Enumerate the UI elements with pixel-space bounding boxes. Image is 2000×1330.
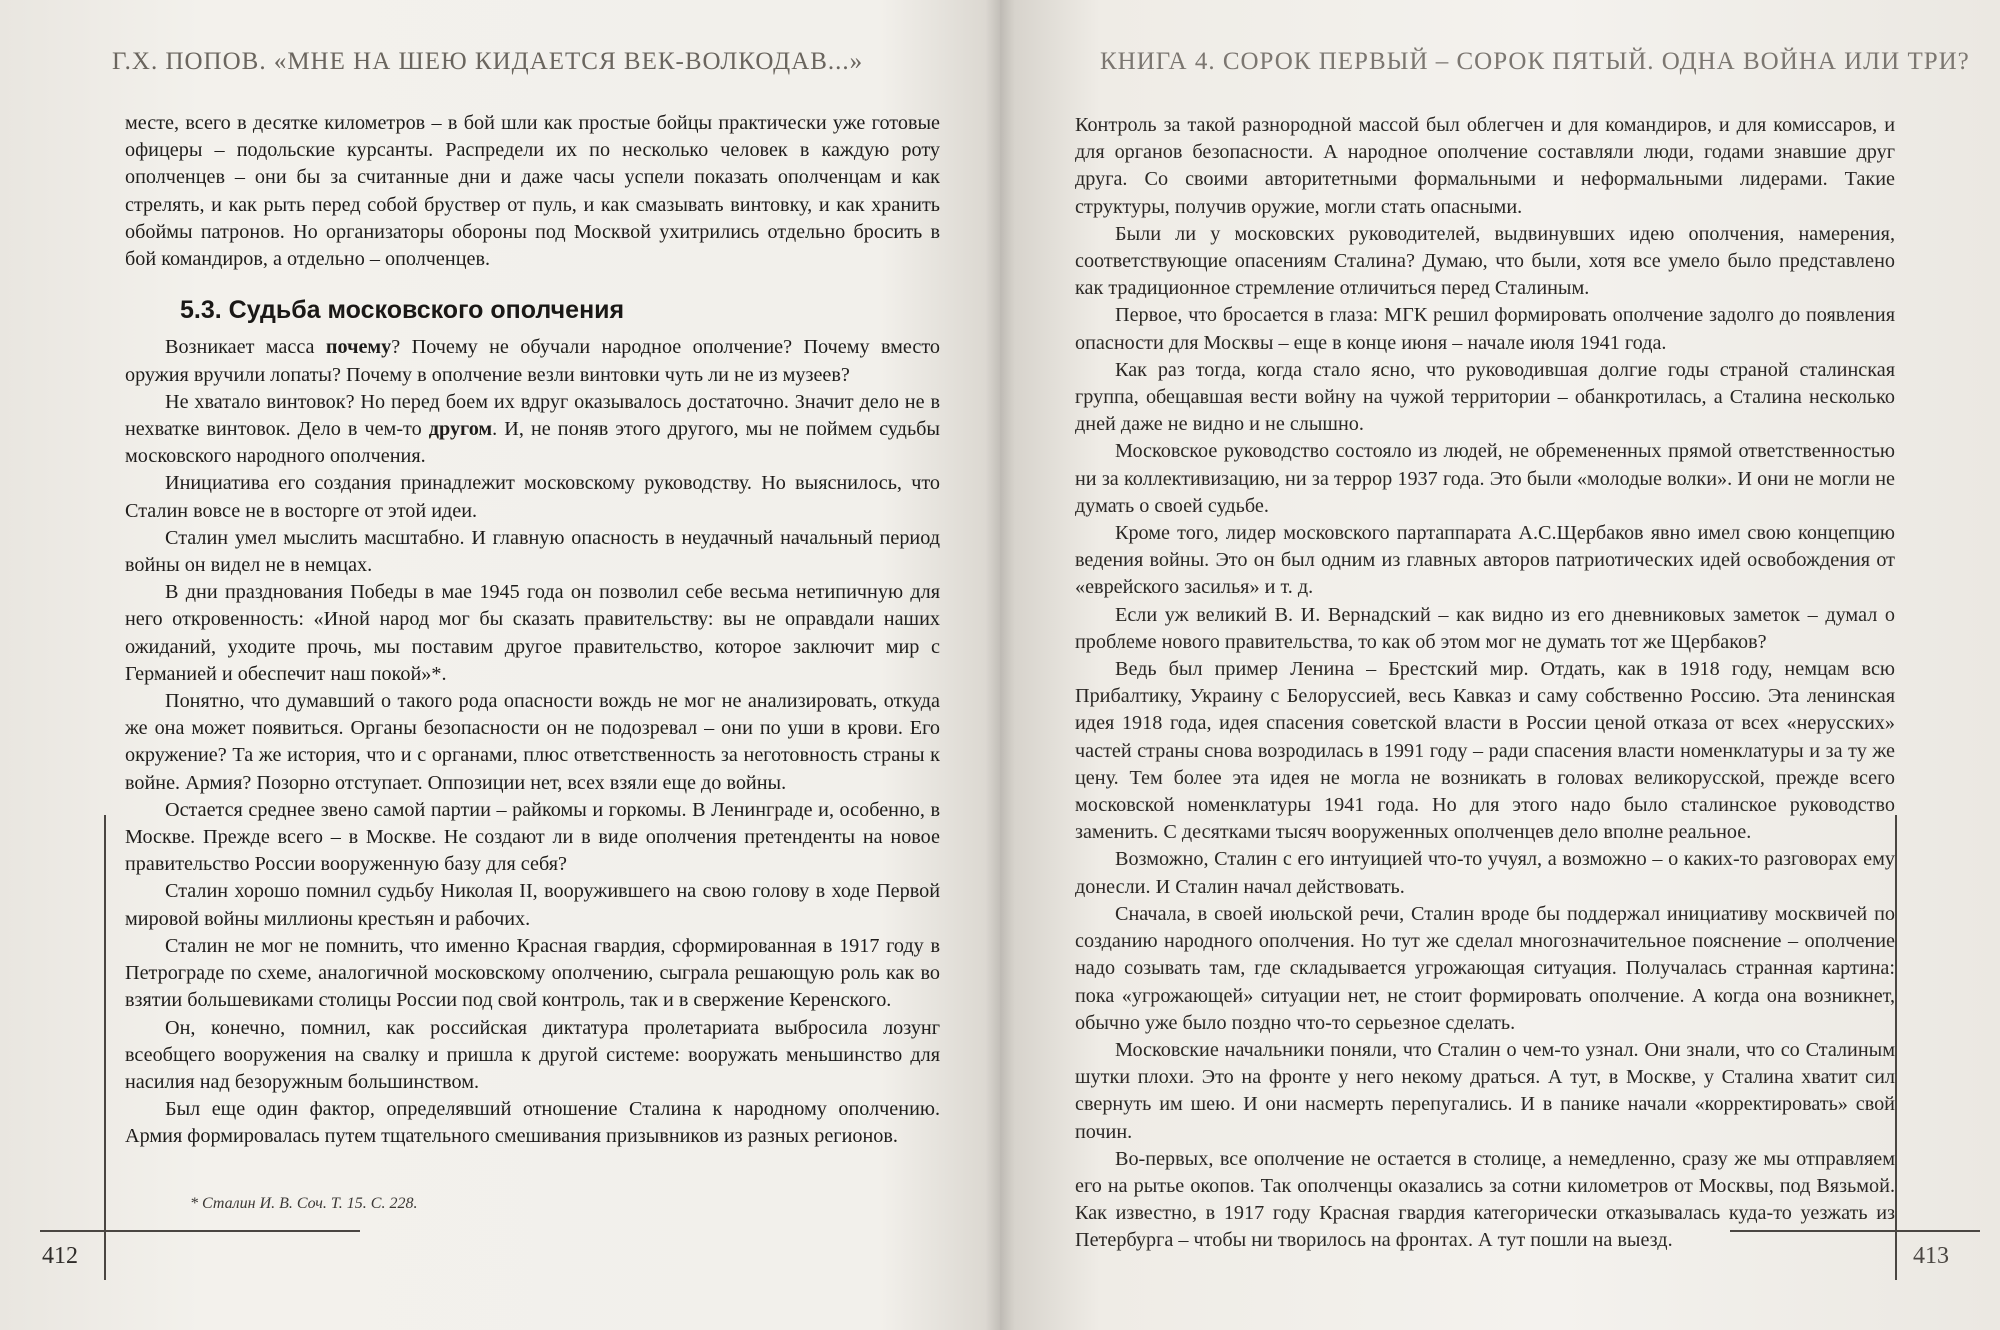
paragraph: Не хватало винтовок? Но перед боем их вдруг оказывалось достаточно. Значит дело не в нехватке винтовок. Дело в чем-то другом. И, не поняв этого другого, мы не поймем судьбы московского народного ополчения.: [125, 390, 940, 468]
section-heading: 5.3. Судьба московского ополчения: [180, 296, 625, 325]
paragraph: Сталин хорошо помнил судьбу Николая II, вооружившего на свою голову в ходе Первой мировой войны миллионы крестьян и рабочих.: [125, 880, 940, 930]
book-gutter: [985, 0, 1015, 1330]
decorative-rule-horizontal: [40, 1230, 360, 1232]
paragraph: Во-первых, все ополчение не остается в столице, а немедленно, сразу же мы отправляем его на рытье окопов. Так ополченцы оказались за сотни километров от Москвы, под Вязьмой. Как известно, в 1917 году Красная гвардия категорически отказывалась куда-то уезжать из Петербурга – чтобы ни творилось на фронтах. А тут пошли на выезд.: [1075, 1147, 1895, 1252]
paragraph: Как раз тогда, когда стало ясно, что руководившая долгие годы страной сталинская группа, обещавшая вести войну на чужой территории – обанкротилась, а Сталина несколько дней даже не видно и не слышно.: [1075, 358, 1895, 436]
paragraph: В дни празднования Победы в мае 1945 года он позволил себе весьма нетипичную для него откровенность: «Иной народ мог бы сказать правительству: вы не оправдали наших ожиданий, уходите прочь, мы поставим другое правительство, которое заключит мир с Германией и обеспечит наш покой»*.: [125, 581, 940, 685]
right-page-body: [1075, 112, 1895, 1255]
paragraph: Он, конечно, помнил, как российская диктатура пролетариата выбросила лозунг всеобщего вооружения на свалку и пришла к другой системе: вооружать меньшинство для насилия над безоружным большинством.: [125, 1016, 940, 1093]
emphasis-word: почему: [325, 336, 392, 359]
paragraph: Инициатива его создания принадлежит московскому руководству. Но выяснилось, что Сталин вовсе не в восторге от этой идеи.: [125, 472, 940, 522]
paragraph: Контроль за такой разнородной массой был облегчен и для командиров, и для комиссаров, и для органов безопасности. А народное ополчение составляли люди, годами знавшие друг друга. Со своими авторитетными формальными и неформальными лидерами. Такие структуры, получив оружие, могли стать опасными.: [1075, 114, 1895, 218]
running-head-right: КНИГА 4. СОРОК ПЕРВЫЙ – СОРОК ПЯТЫЙ. ОДНА ВОЙНА ИЛИ ТРИ?: [1100, 48, 1970, 75]
paragraph: Московские начальники поняли, что Сталин о чем-то узнал. Они знали, что со Сталиным шутки плохи. Это на фронте у него некому драться. А тут, в Москве, у Сталина хватит сил свернуть им шею. И они насмерть перепугались. И в панике начали «корректировать» свой почин.: [1075, 1038, 1895, 1143]
paragraph: Возможно, Сталин с его интуицией что-то учуял, а возможно – о каких-то разговорах ему донесли. И Сталин начал действовать.: [1075, 848, 1895, 898]
paragraph: Сначала, в своей июльской речи, Сталин вроде бы поддержал инициативу москвичей по созданию народного ополчения. Но тут же сделал многозначительное пояснение – ополчение надо созывать там, где складывается угрожающая ситуация. Получалась странная картина: пока «угрожающей» ситуации нет, не стоит формировать ополчение. А когда она возникнет, обычно уже было поздно что-то серьезное сделать.: [1075, 902, 1895, 1034]
intro-paragraph: месте, всего в десятке километров – в бой шли как простые бойцы практически уже готовые офицеры – подольские курсанты. Распредели их по несколько человек в каждую роту ополченцев – они бы за считанные дни и даже часы успели показать ополченцам и как стрелять, и как рыть перед собой бруствер от пуль, и как смазывать винтовку, и как хранить обоймы патронов. Но организаторы обороны под Москвой ухитрились отдельно бросить в бой командиров, а отдельно – ополченцев.: [125, 112, 940, 271]
paragraph: Остается среднее звено самой партии – райкомы и горкомы. В Ленинграде и, особенно, в Москве. Прежде всего – в Москве. Не создают ли в виде ополчения претенденты на новое правительство России вооруженную базу для себя?: [125, 798, 940, 876]
paragraph: Понятно, что думавший о такого рода опасности вождь не мог не анализировать, откуда же она может появиться. Органы безопасности он не подозревал – они по уши в крови. Его окружение? Та же история, что и с органами, плюс ответственность за неготовность страны к войне. Армия? Позорно отступает. Оппозиции нет, всех взяли еще до войны.: [125, 690, 940, 794]
page-number: 413: [1913, 1243, 1949, 1269]
paragraph: Возникает масса почему? Почему не обучали народное ополчение? Почему вместо оружия вручили лопаты? Почему в ополчение везли винтовки чуть ли не из музеев?: [125, 336, 941, 386]
paragraph: Сталин умел мыслить масштабно. И главную опасность в неудачный начальный период войны он видел не в немцах.: [125, 526, 940, 577]
paragraph: Были ли у московских руководителей, выдвинувших идею ополчения, намерения, соответствующие опасениям Сталина? Думаю, что были, хотя все умело было представлено как традиционное стремление отличиться перед Сталиным.: [1075, 222, 1895, 300]
right-page: [1000, 0, 2000, 1330]
left-page-body: [125, 110, 940, 1151]
footnote: * Сталин И. В. Соч. Т. 15. С. 228.: [190, 1195, 418, 1212]
paragraph: Сталин не мог не помнить, что именно Красная гвардия, сформированная в 1917 году в Петрограде по схеме, аналогичной московскому ополчению, сыграла решающую роль как во взятии большевиками столицы России под свой контроль, так и в свержение Керенского.: [125, 934, 940, 1012]
paragraph: Первое, что бросается в глаза: МГК решил формировать ополчение задолго до появления опасности для Москвы – еще в конце июня – начале июля 1941 года.: [1075, 304, 1895, 354]
paragraph: Московское руководство состояло из людей, не обремененных прямой ответственностью ни за коллективизацию, ни за террор 1937 года. Это были «молодые волки». И они не могли не думать о своей судьбе.: [1075, 440, 1895, 517]
paragraph: Был еще один фактор, определявший отношение Сталина к народному ополчению. Армия формировалась путем тщательного смешивания призывников из разных регионов.: [125, 1098, 940, 1148]
decorative-rule-vertical: [104, 815, 106, 1280]
running-head-left: Г.Х. ПОПОВ. «МНЕ НА ШЕЮ КИДАЕТСЯ ВЕК-ВОЛКОДАВ...»: [112, 48, 864, 75]
paragraph: Ведь был пример Ленина – Брестский мир. Отдать, как в 1918 году, немцам всю Прибалтику, Украину с Белоруссией, весь Кавказ и саму собственно Россию. Эта ленинская идея 1918 года, идея спасения советской власти в России ценой отказа от всех «нерусских» частей страны снова возродилась в 1991 году – ради спасения власти номенклатуры и за ту же цену. Тем более эта идея не могла не возникать в головах великорусской, прежде всего московской номенклатуры 1941 года. Но для этого надо было сталинское руководство заменить. С десятками тысяч вооруженных ополченцев дело вполне реальное.: [1075, 658, 1895, 844]
emphasis-word: другом: [428, 418, 493, 441]
decorative-rule-vertical: [1895, 815, 1897, 1280]
page-number: 412: [42, 1243, 78, 1269]
paragraph: Если уж великий В. И. Вернадский – как видно из его дневниковых заметок – думал о проблеме нового правительства, то как об этом мог не думать тот же Щербаков?: [1075, 603, 1895, 653]
paragraph: Кроме того, лидер московского партаппарата А.С.Щербаков явно имел свою концепцию ведения войны. Это он был одним из главных авторов патриотических идей освобождения от «еврейского засилья» и т. д.: [1075, 522, 1895, 599]
decorative-rule-horizontal: [1730, 1230, 1980, 1232]
